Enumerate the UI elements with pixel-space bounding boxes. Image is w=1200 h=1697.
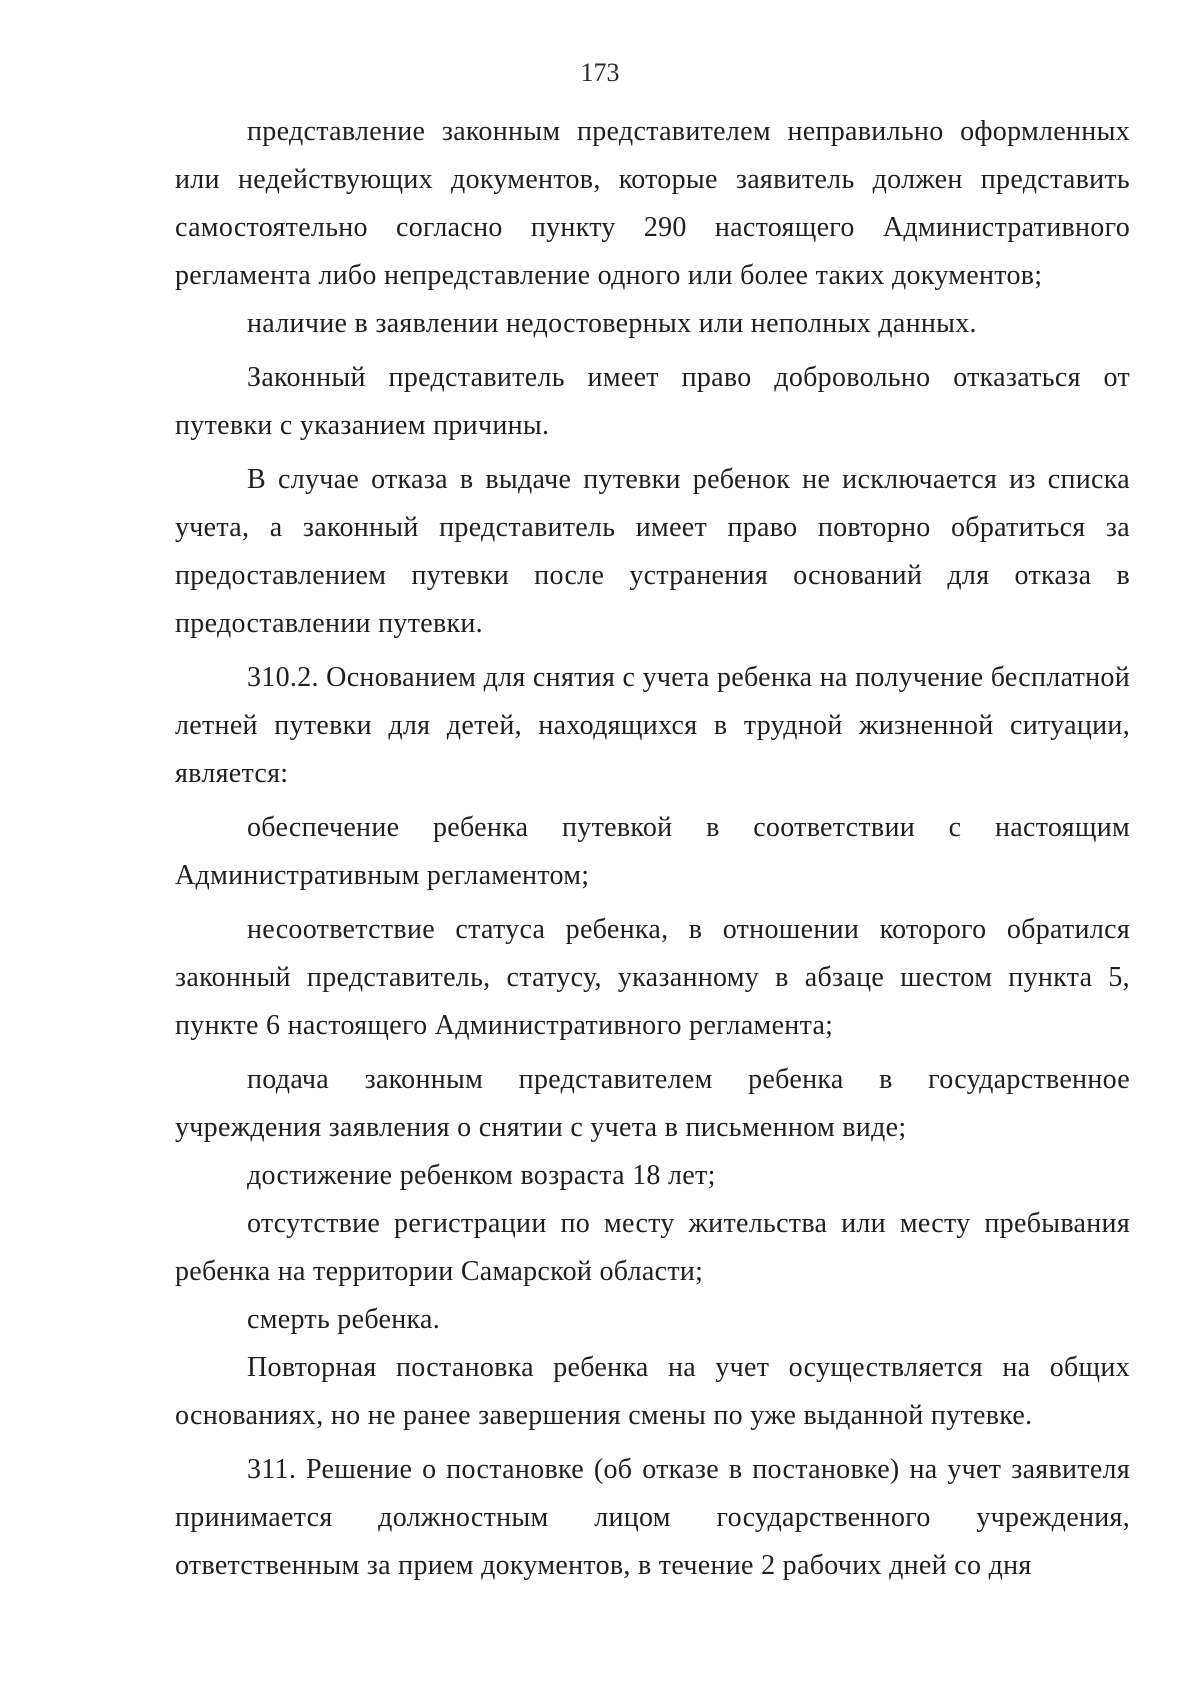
paragraph: наличие в заявлении недостоверных или неполных данных. [247, 308, 977, 339]
paragraph: 310.2. Основанием для снятия с учета ребенка на получение бесплатной летней путевки для детей, находящихся в трудной жизненной ситуации, является: [175, 662, 1130, 789]
paragraph: Законный представитель имеет право добровольно отказаться от путевки с указанием причины. [175, 362, 1130, 441]
document-body [175, 108, 1130, 1590]
paragraph: обеспечение ребенка путевкой в соответствии с настоящим Административным регламентом; [175, 812, 1130, 891]
paragraph: 311. Решение о постановке (об отказе в постановке) на учет заявителя принимается должностным лицом государственного учреждения, ответственным за прием документов, в течение 2 рабочих дней со дня [175, 1454, 1130, 1581]
paragraph: представление законным представителем неправильно оформленных или недействующих документов, которые заявитель должен представить самостоятельно согласно пункту 290 настоящего Административного регламента либо непредставление одного или более таких документов; [175, 116, 1130, 291]
paragraph: достижение ребенком возраста 18 лет; [247, 1160, 716, 1191]
paragraph: отсутствие регистрации по месту жительства или месту пребывания ребенка на территории Самарской области; [175, 1208, 1130, 1287]
paragraph: подача законным представителем ребенка в государственное учреждения заявления о снятии с учета в письменном виде; [175, 1064, 1130, 1143]
page-number: 173 [580, 58, 620, 87]
paragraph: В случае отказа в выдаче путевки ребенок не исключается из списка учета, а законный представитель имеет право повторно обратиться за предоставлением путевки после устранения оснований для отказа в предоставлении путевки. [175, 464, 1130, 639]
paragraph: несоответствие статуса ребенка, в отношении которого обратился законный представитель, статусу, указанному в абзаце шестом пункта 5, пункте 6 настоящего Административного регламента; [175, 914, 1130, 1041]
paragraph: смерть ребенка. [247, 1304, 441, 1335]
paragraph: Повторная постановка ребенка на учет осуществляется на общих основаниях, но не ранее завершения смены по уже выданной путевке. [175, 1352, 1130, 1431]
